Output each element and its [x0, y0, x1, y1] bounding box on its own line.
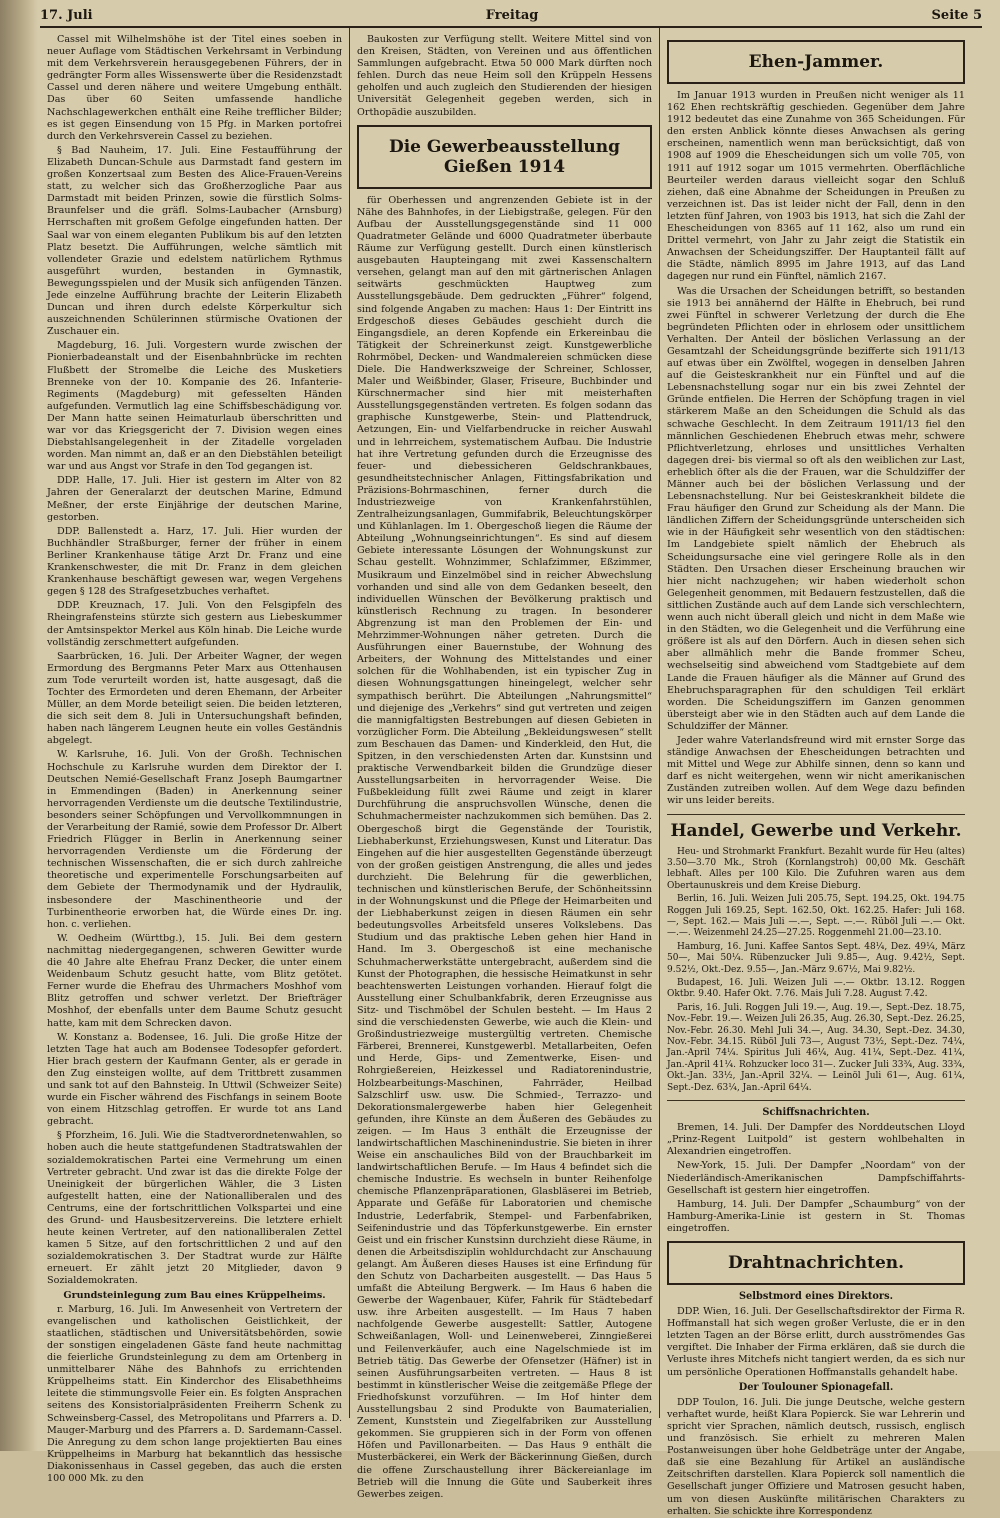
headline-gewerbeausstellung: Die Gewerbeausstellung Gießen 1914	[388, 136, 621, 177]
market-hamburg: Hamburg, 16. Juni. Kaffee Santos Sept. 48¼, Dez. 49¼, März 50—, Mai 50¼. Rübenzucker Juli 9.85—, Aug. 9.42½, Sept. 9.52½, Okt.-Dez. 9.55—, Jan.-März 9.67½, Mai 9.82½.	[667, 941, 965, 975]
column-1	[40, 28, 350, 1484]
column-2	[350, 28, 660, 1500]
subhead-spionagefall: Der Toulouner Spionagefall.	[738, 1381, 894, 1393]
column-3	[660, 28, 972, 1517]
article-cassel: Cassel mit Wilhelmshöhe ist der Titel eines soeben in neuer Auflage vom Städtischen Verkehrsamt in Verbindung mit dem Verkehrsverein herausgegebenen Führers, der in gedrängter Form alles Wissenswerte über die Residenzstadt Cassel und deren nähere und weitere Umgebung enthält. Das über 60 Seiten umfassende handliche Nachschlagewerkchen enthält eine Reihe trefflicher Bilder; es ist gegen Einsendung von 15 Pfg. in Marken portofrei durch den Verkehrsverein Cassel zu beziehen.	[47, 34, 342, 142]
header-day: Freitag	[485, 8, 539, 23]
article-ehen-jammer-3: Jeder wahre Vaterlandsfreund wird mit ernster Sorge das ständige Anwachsen der Ehescheidungen betrachten und mit Mittel und Wege zur Abhilfe sinnen, denn so kann und darf es nicht weitergehen, wenn wir nicht amerikanischen Zuständen zutreiben wollen. Auf dem Wege dazu befinden wir uns leider bereits.	[667, 734, 965, 807]
market-budapest: Budapest, 16. Juli. Weizen Juli —.— Oktbr. 13.12. Roggen Oktbr. 9.40. Hafer Okt. 7.76. Mais Juli 7.28. August 7.42.	[667, 978, 965, 1000]
header-date: 17. Juli	[40, 8, 93, 23]
market-frankfurt: Heu- und Strohmarkt Frankfurt. Bezahlt wurde für Heu (altes) 3.50—3.70 Mk., Stroh (Kornlangstroh) 00,00 Mk. Geschäft lebhaft. Alles per 100 Kilo. Die Zufuhren waren aus dem Obertaunuskreis und dem Kreise Dieburg.	[667, 846, 965, 891]
subhead-schiffsnachrichten: Schiffsnachrichten.	[762, 1107, 870, 1119]
article-bad-nauheim: § Bad Nauheim, 17. Juli. Eine Festaufführung der Elizabeth Duncan-Schule aus Darmstadt fand gestern im großen Konzertsaal zum Besten des Alice-Frauen-Vereins statt, zu welcher sich das Großherzogliche Paar aus Darmstadt mit beiden Prinzen, sowie die fürstlich Solms-Braunfelser und die gräfl. Solms-Laubacher (Arnsburg) Herrschaften mit großem Gefolge eingefunden hatten. Der Saal war von einem eleganten Publikum bis auf den letzten Platz besetzt. Die Aufführungen, welche sämtlich mit vollendeter Grazie und edelstem natürlichem Rythmus ausgeführt wurden, bestanden in Gymnastik, Bewegungsspielen und der Musik sich anfügenden Tänzen. Jede einzelne Aufführung brachte der Leiterin Elizabeth Duncan und ihren durch edelste Körperkultur sich auszeichnenden Schülerinnen stürmische Ovationen der Zuschauer ein.	[47, 144, 342, 338]
wire-wien: DDP. Wien, 16. Juli. Der Gesellschaftsdirektor der Firma R. Hoffmanstall hat sich wegen großer Verluste, die er in den letzten Tagen an der Börse erlitt, durch ausströmendes Gas vergiftet. Die Inhaber der Firma erklären, daß sie durch die Verluste ihres Mitchefs nicht tangiert werden, da es sich nur um persönliche Operationen Hoffmanstalls gehandelt habe.	[667, 1306, 965, 1378]
ship-new-york: New-York, 15. Juli. Der Dampfer „Noordam“ von der Niederländisch-Amerikanischen Dampfschiffahrts-Gesellschaft ist gestern hier eingetroffen.	[667, 1160, 965, 1196]
article-pforzheim: § Pforzheim, 16. Juli. Wie die Stadtverordnetenwahlen, so hoben auch die heute stattgefundenen Stadtratswahlen der sozialdemokratischen Partei eine Vermehrung um einen Vertreter gebracht. Und zwar ist das die direkte Folge der Uneinigkeit der bürgerlichen Wähler, die 3 Listen aufgestellt hatten, eine der Nationalliberalen und des Centrums, eine der fortschrittlichen Volkspartei und eine des Grund- und Hausbesitzervereins. Die letztere erhielt heute keinen Vertreter, auf den nationalliberalen Zettel kamen 5 Sitze, auf den fortschrittlichen 2 und auf den sozialdemokratischen 3. Der Stadtrat wurde zur Hälfte erneuert. Er zählt jetzt 20 Mitglieder, davon 9 Sozialdemokraten.	[47, 1130, 342, 1287]
market-berlin: Berlin, 16. Juli. Weizen Juli 205.75, Sept. 194.25, Okt. 194.75 Roggen Juli 169.25, Sept. 162.50, Okt. 162.25. Hafer: Juli 168.—, Sept. 162.— Mais Juli —.—, Sept. —.—. Rüböl Juli —.— Okt. —.—. Weizenmehl 24.25—27.25. Roggenmehl 21.00—23.10.	[667, 894, 965, 939]
market-reports	[667, 847, 965, 1095]
wire-toulon: DDP Toulon, 16. Juli. Die junge Deutsche, welche gestern verhaftet wurde, heißt Klara Popierck. Sie war Lehrerin und spricht vier Sprachen, nämlich deutsch, russisch, englisch und französisch. Sie erhielt zu mehreren Malen Postanweisungen über hohe Geldbeträge unter der Angabe, daß sie eine Bezahlung für Artikel an ausländische Zeitschriften darstellen. Klara Popierck soll namentlich die Gesellschaft junger Offiziere und Matrosen gesucht haben, um von diesen Auskünfte militärischen Charakters zu erhalten. Sie schickte ihre Korrespondenz	[667, 1396, 965, 1517]
headline-ehen-jammer: Ehen-Jammer.	[748, 52, 884, 72]
ship-hamburg: Hamburg, 14. Juli. Der Dampfer „Schaumburg“ von der Hamburg-Amerika-Linie ist gestern in St. Thomas eingetroffen.	[667, 1198, 965, 1234]
article-ehen-jammer-2: Was die Ursachen der Scheidungen betrifft, so bestanden sie 1913 bei annähernd der Hälfte in Ehebruch, bei rund zwei Fünftel in schwerer Verletzung der durch die Ehe begründeten Pflichten oder in ehrlosem oder unsittlichem Verhalten. Der Anteil der böslichen Verlassung an der Gesamtzahl der Scheidungsgründe bezifferte sich 1911/13 auf etwas über ein Zwölftel, wogegen in denselben Jahren auf die Geisteskrankheit nur ein Fünftel und auf die Lebensnachstellung sogar nur ein bis zwei Zehntel der Gründe entfielen. Die Herren der Schöpfung tragen in viel stärkerem Maße an den Scheidungen die Schuld als das schwache Geschlecht. In dem Zeitraum 1911/13 fiel den männlichen Geschiedenen Ehebruch etwas mehr, schwere Pflichtverletzung, ehrloses und unsittliches Verhalten dagegen drei- bis viermal so oft als den weiblichen zur Last, erheblich öfter als die der Frauen, war die Schuldziffer der Männer auch bei der böslichen Verlassung und der Lebensnachstellung. Nur bei Geisteskrankheit bildete die Frau häufiger den Grund zur Scheidung als der Mann. Die ländlichen Ziffern der Scheidungsgründe unterscheiden sich wie in der Häufigkeit sehr wesentlich von den städtischen: Im Landgebiete spielt nämlich der Ehebruch als Scheidungsursache eine viel geringere Rolle als in den Städten. Den Ursachen dieser Erscheinung brauchen wir hier nicht nachzugehen; wir haben wiederholt schon Gelegenheit genommen, mit Bedauern festzustellen, daß die sittlichen Zustände auch auf dem Lande sich verschlechtern, wenn auch nicht überall gleich und nicht in dem Maße wie in den Städten, wo die Gelegenheit und die Verführung eine größere ist als auf den Dörfern. Auch in diesen sehen sich aber allmählich mehr die Bande frommer Scheu, wechselseitig sind abweichend vom Stadtgebiete auf dem Lande die Frauen häufiger als die Männer auf Grund des Ehebruchsparagraphen für den schuldigen Teil erklärt worden. Die Scheidungsziffern im Ganzen genommen übersteigt aber wie in den Städten auch auf dem Lande die Schuldziffer der Männer.	[667, 285, 965, 732]
article-marburg-cont: Baukosten zur Verfügung stellt. Weitere Mittel sind von den Kreisen, Städten, von Vereinen und aus öffentlichen Sammlungen aufgebracht. Etwa 50 000 Mark dürften noch fehlen. Durch das neue Heim soll den Krüppeln Hessens geholfen und auch zugleich den Studierenden der hiesigen Universität Gelegenheit gegeben werden, sich in Orthopädie auszubilden.	[357, 34, 652, 118]
article-magdeburg: Magdeburg, 16. Juli. Vorgestern wurde zwischen der Pionierbadeanstalt und der Eisenbahnbrücke im rechten Flußbett der Stromelbe die Leiche des Musketiers Brenneke von der 10. Kompanie des 26. Infanterie-Regiments (Magdeburg) mit gefesselten Händen aufgefunden. Vermutlich lag eine Schiffsbeschädigung vor. Der Mann hatte seinen Heimaturlaub überschritten und war vor das Kriegsgericht der 7. Division wegen eines Diebstahlsangelegenheit in der Zitadelle vorgeladen worden. Man nimmt an, daß er an den Diebstählen beteiligt war und aus Angst vor Strafe in den Tod gegangen ist.	[47, 340, 342, 473]
ship-bremen: Bremen, 14. Juli. Der Dampfer des Norddeutschen Lloyd „Prinz-Regent Luitpold“ ist gestern wohlbehalten in Alexandrien eingetroffen.	[667, 1122, 965, 1158]
subhead-selbstmord: Selbstmord eines Direktors.	[738, 1291, 894, 1302]
article-gewerbeausstellung: für Oberhessen und angrenzenden Gebiete ist in der Nähe des Bahnhofes, in der Liebigstraße, gelegen. Für den Aufbau der Ausstellungsgegenstände sind 11 000 Quadratmeter Gelände und 6000 Quadratmeter überbaute Räume zur Verfügung gestellt. Durch einen künstlerisch ausgebauten Haupteingang mit zwei Kassenschaltern versehen, gelangt man auf den mit gärtnerischen Anlagen seitwärts geschmückten Hauptweg zum Ausstellungsgebäude. Dem gedruckten „Führer“ folgend, sind folgende Angaben zu machen: Haus 1: Der Eintritt ins Erdgeschoß dieses Gebäudes geschieht durch die Eingangsdiele, an deren Kopfende ein Erkereinbau die Tätigkeit der Schreinerkunst zeigt. Kunstgewerbliche Rohrmöbel, Decken- und Wandmalereien schmücken diese Diele. Die Handwerkszweige der Schreiner, Schlosser, Maler und Weißbinder, Glaser, Friseure, Buchbinder und Kürschnermacher sind hier mit meisterhaften Ausstellungsgegenständen vertreten. Es folgen sodann das graphische Kunstgewerbe, Stein- und Plattendruck, Aetzungen, Ein- und Vielfarbendrucke in reicher Auswahl und in lehrreichem, systematischem Aufbau. Die Industrie hat ihre Vertretung gefunden durch die Erzeugnisse des feuer- und diebessicheren Geldschrankbaues, gesundheitstechnischer Anlagen, Fittingsfabrikation und Präzisions-Bohrmaschinen, ferner durch die Industriezweige von Krankenfahrstühlen, Zentralheizungsanlagen, Gummifabrik, Beleuchtungskörper und Kühlanlagen. Im 1. Obergeschoß liegen die Räume der Abteilung „Wohnungseinrichtungen“. Es sind auf diesem Gebiete interessante Lösungen der Wohnungskunst zur Schau gestellt. Wohnzimmer, Schlafzimmer, Eßzimmer, Musikraum und Einzelmöbel sind in reicher Abwechslung vorhanden und sind alle von dem Gedanken beseelt, den individuellen Wünschen der Bevölkerung praktisch und künstlerisch Rechnung zu tragen. In besonderer Abgrenzung ist man den Problemen der Ein- und Mehrzimmer-Wohnungen näher getreten. Durch die Ausführungen einer Bauernstube, der Wohnung des Arbeiters, der Wohnung des Mittelstandes und einer solchen für die Wohlhabenden, ist ein typischer Zug in diesen Wohnungsgattungen hineingelegt, welcher sehr sympathisch berührt. Die Abteilungen „Nahrungsmittel“ und diejenige des „Verkehrs“ sind gut vertreten und zeigen die mannigfaltigsten Bestrebungen auf diesen Gebieten in vorzüglicher Form. Die Abteilung „Bekleidungswesen“ stellt zum Beschauen das Damen- und Kinderkleid, den Hut, die Spitzen, in den verschiedensten Arten dar. Kunstsinn und praktische Verwendbarkeit bilden die Grundzüge dieser Ausstellungsarbeiten in hervorragender Weise. Die Fußbekleidung füllt zwei Räume und zeigt in klarer Durchführung die anspruchsvollen Wünsche, denen die Schuhmachermeister nachzukommen sich bemühen. Das 2. Obergeschoß birgt die Gegenstände der Touristik, Liebhaberkunst, Erziehungswesen, Kunst und Literatur. Das Eingehen auf die hier ausgestellten Gegenstände überzeugt von der großen geistigen Anstrengung, die alles und jedes durchzieht. Die Belehrung für die gewerblichen, technischen und künstlerischen Berufe, der Schönheitssinn in der Wohnungskunst und die Pflege der Heimarbeiten und der Liebhaberkunst zeigen in diesen Räumen ein sehr bedeutungsvolles Arbeitsfeld unseres Volkslebens. Das Studium und das praktische Leben gehen hier Hand in Hand. Im 3. Obergeschoß ist eine mechanische Schuhmacherwerkstätte untergebracht, außerdem sind die Kunst der Photographen, die hessische Heimatkunst in sehr beachtenswerten Leistungen vorhanden. Hierauf folgt die Ausstellung einer Schulbankfabrik, deren Erzeugnisse aus Sitz- und Tischmöbel der Schulen besteht. — Im Haus 2 sind die verschiedensten Gewerbe, wie auch die Klein- und Großindustriezweige mustergültig vertreten. Chemische Färberei, Brennerei, Kunstgewerbl. Metallarbeiten, Oefen und Herde, Gips- und Zementwerke, Eisen- und Rohrgießereien, Heizkessel und Radiatorenindustrie, Holzbearbeitungs-Maschinen, Fahrräder, Heilbad Salzschlirf usw. usw. Die Schmied-, Terrazzo- und Dekorationsmalergewerbe haben hier Gelegenheit gefunden, ihre Künste an dem Äußeren des Gebäudes zu zeigen. — Im Haus 3 enthält die Erzeugnisse der landwirtschaftlichen Maschinenindustrie. Sie bieten in ihrer Weise ein anschauliches Bild von der Brauchbarkeit im landwirtschaftlichen Berufe. — Im Haus 4 befindet sich die chemische Industrie. Es wechseln in bunter Reihenfolge chemische Pflanzenpräparationen, Glasbläserei im Betrieb, Apparate und Gefäße für Laboratorien und chemische Industrie, Lederfabrik, Stempel- und Farbenfabriken, Seifenindustrie und das Töpferkunstgewerbe. Ein ernster Geist und ein frischer Kunstsinn durchzieht diese Räume, in denen die Arbeitsdisziplin wohldurchdacht zur Anschauung gelangt. Am Äußeren dieses Hauses ist eine Erfindung für den Schutz von Dacharbeiten ausgestellt. — Das Haus 5 umfaßt die Abteilung Bergwerk. — Im Haus 6 haben die Gewerbe der Wagenbauer, Küfer, Fahrik für Städtebedarf usw. ihre Arbeiten ausgestellt. — Im Haus 7 haben nachfolgende Gewerbe ausgestellt: Sattler, Autogene Schweißanlagen, Woll- und Leinenweberei, Zinngießerei und Feilenverkäufer, auch eine Nagelschmiede ist im Betrieb tätig. Das Gewerbe der Ofensetzer (Häfner) ist in seinen Ausführungsarbeiten vertreten. — Haus 8 ist bestimmt in künstlerischer Weise die zeitgemäße Pflege der Friedhofskunst vorzuführen. — Im Hof hinter dem Ausstellungsbau 2 sind Produkte von Baumaterialien, Zement, Kunststein und Ziegelfabriken zur Ausstellung gekommen. Sie gruppieren sich in der Form von offenen Höfen und Pavillonarbeiten. — Das Haus 9 enthält die Musterbäckerei, ein Werk der Bäckerinnung Gießen, durch die offene Zurschaustellung ihrer Bäckereianlage im Betrieb will die Innung die Güte und Sauberkeit ihres Gewerbes zeigen.	[357, 194, 652, 1500]
article-oedheim: W. Oedheim (Württbg.), 15. Juli. Bei dem gestern nachmittag niedergegangenen, schweren Gewitter wurde die 40 Jahre alte Ehefrau Franz Decker, die unter einem Weidenbaum Schutz gesucht hatte, vom Blitz getötet. Ferner wurde die Ehefrau des Uhrmachers Moshhof vom Blitz getroffen und schwer verletzt. Der Briefträger Moshhof, der ebenfalls unter dem Baume Schutz gesucht hatte, kam mit dem Schrecken davon.	[47, 932, 342, 1029]
article-karlsruhe: W. Karlsruhe, 16. Juli. Von der Großh. Technischen Hochschule zu Karlsruhe wurden dem Direktor der I. Deutschen Nemié-Gesellschaft Franz Joseph Baumgartner in Emmendingen (Baden) in Anerkennung seiner hervorragenden Verdienste um die deutsche Textilindustrie, besonders seiner Schöpfungen und Vervollkommnungen in der Verarbeitung der Ramié, sowie dem Professor Dr. Albert Friedrich Flügger in Berlin in Anerkennung seiner hervorragenden Verdienste um die Förderung der technischen Wissenschaften, die er sich durch zahlreiche theoretische und experimentelle Forschungsarbeiten auf dem Gebiete der Thermodynamik und der Hydraulik, insbesondere der Maschinentheorie und der Turbinentheorie erworben hat, die Würde eines Dr. ing. hon. c. verliehen.	[47, 749, 342, 930]
headline-box-ehen-jammer	[667, 40, 965, 84]
article-halle: DDP. Halle, 17. Juli. Hier ist gestern im Alter von 82 Jahren der Generalarzt der deutschen Marine, Edmund Meßner, der erste Einjährige der deutschen Marine, gestorben.	[47, 475, 342, 523]
headline-box-gewerbeausstellung	[357, 125, 652, 189]
divider	[667, 1100, 965, 1101]
headline-drahtnachrichten: Drahtnachrichten.	[727, 1253, 905, 1273]
header-page-number: Seite 5	[931, 8, 982, 23]
article-marburg: r. Marburg, 16. Juli. Im Anwesenheit von Vertretern der evangelischen und katholischen Geistlichkeit, der staatlichen, städtischen und Universitätsbehörden, sowie der sonstigen eingeladenen Gäste fand heute nachmittag die feierliche Grundsteinlegung zu dem am Ortenberg in unmittelbarer Nähe des Bahnhofs zu errichtenden Krüppelheims statt. Ein Kinderchor des Elisabethheims leitete die stimmungsvolle Feier ein. Es folgten Ansprachen seitens des Konsistorialpräsidenten Freiherrn Schenk zu Schweinsberg-Cassel, des Metropolitans und Pfarrers a. D. Mauger-Marburg und des Pfarrers a. D. Sardemann-Cassel. Die Anregung zu dem schon lange projektierten Bau eines Krüppelheims in Marburg hat bekanntlich das hessische Diakonissenhaus in Cassel gegeben, das auch die ersten 100 000 Mk. zu den	[47, 1303, 342, 1484]
page-header	[40, 8, 982, 28]
article-konstanz: W. Konstanz a. Bodensee, 16. Juli. Die große Hitze der letzten Tage hat auch am Bodensee Todesopfer gefordert. Hier brach gestern der Kaufmann Genter, als er gerade in den Zug einsteigen wollte, auf dem Trittbrett zusammen und sank tot auf den Bahnsteig. In Uttwil (Schweizer Seite) wurde ein Fischer während des Fischfangs in seinem Boote von einem Hitzschlag getroffen. Er wurde tot ans Land gebracht.	[47, 1031, 342, 1128]
headline-box-drahtnachrichten	[667, 1241, 965, 1285]
article-saarbruecken: Saarbrücken, 16. Juli. Der Arbeiter Wagner, der wegen Ermordung des Bergmanns Peter Marx aus Ottenhausen zum Tode verurteilt worden ist, hatte ausgesagt, daß die Tochter des Ermordeten und deren Ehemann, der Arbeiter Müller, an dem Morde beteiligt seien. Die beiden letzteren, die sich seit dem 8. Juli in Untersuchungshaft befinden, haben nach längerem Leugnen heute ein volles Geständnis abgelegt.	[47, 650, 342, 747]
market-paris: Paris, 16. Juli. Roggen Juli 19.—, Aug. 19.—, Sept.-Dez. 18.75, Nov.-Febr. 19.—. Weizen Juli 26.35, Aug. 26.30, Sept.-Dez. 26.25, Nov.-Febr. 26.30. Mehl Juli 34.—, Aug. 34.30, Sept.-Dez. 34.30, Nov.-Febr. 34.15. Rüböl Juli 73—, August 73½, Sept.-Dez. 74¼, Jan.-April 74¼. Spiritus Juli 46¼, Aug. 41¼, Sept.-Dez. 41¼, Jan.-April 41¼. Rohzucker loco 31—. Zucker Juli 33¾, Aug. 33¾, Okt.-Jan. 33½, Jan.-April 32¼. — Leinöl Juli 61—, Aug. 61¼, Sept.-Dez. 63¼, Jan.-April 64¼.	[667, 1002, 965, 1093]
article-kreuznach: DDP. Kreuznach, 17. Juli. Von den Felsgipfeln des Rheingrafensteins stürzte sich gestern aus Liebeskummer der Amtsinspektor Merkel aus Köln hinab. Die Leiche wurde vollständig zerschmettert aufgefunden.	[47, 600, 342, 648]
article-ehen-jammer-1: Im Januar 1913 wurden in Preußen nicht weniger als 11 162 Ehen rechtskräftig geschieden. Gegenüber dem Jahre 1912 bedeutet das eine Zunahme von 365 Scheidungen. Für den ersten Anblick könnte dieses Anwachsen als gering erscheinen, namentlich wenn man berücksichtigt, daß von 1908 auf 1909 die Ehescheidungen sich um volle 705, von 1911 auf 1912 sogar um 1015 vermehrten. Oberflächliche Beurteiler werden daraus vielleicht sogar den Schluß ziehen, daß eine Abnahme der Scheidungen in Preußen zu verzeichnen ist. Das ist leider nicht der Fall, denn in den letzten fünf Jahren, von 1903 bis 1913, hat sich die Zahl der Ehescheidungen von 8365 auf 11 162, also um rund ein Drittel vermehrt, von Jahr zu Jahr zeigt die Statistik ein Anwachsen der Scheidungsziffer. Der Hauptanteil fällt auf die Städte, nämlich 8995 im Jahre 1913, auf das Land dagegen nur rund ein Fünftel, nämlich 2167.	[667, 90, 965, 283]
subhead-kruppelheim: Grundsteinlegung zum Bau eines Krüppelheims.	[63, 1289, 326, 1301]
article-ballenstedt: DDP. Ballenstedt a. Harz, 17. Juli. Hier wurden der Buchhändler Straßburger, ferner der früher in einem Berliner Krankenhause tätige Arzt Dr. Franz und eine Krankenschwester, die mit Dr. Franz in dem gleichen Krankenhause beschäftigt gewesen war, wegen Vergehens gegen § 128 des Strafgesetzbuches verhaftet.	[47, 525, 342, 598]
headline-handel: Handel, Gewerbe und Verkehr.	[670, 820, 962, 841]
columns	[40, 28, 982, 1517]
divider	[667, 814, 965, 815]
